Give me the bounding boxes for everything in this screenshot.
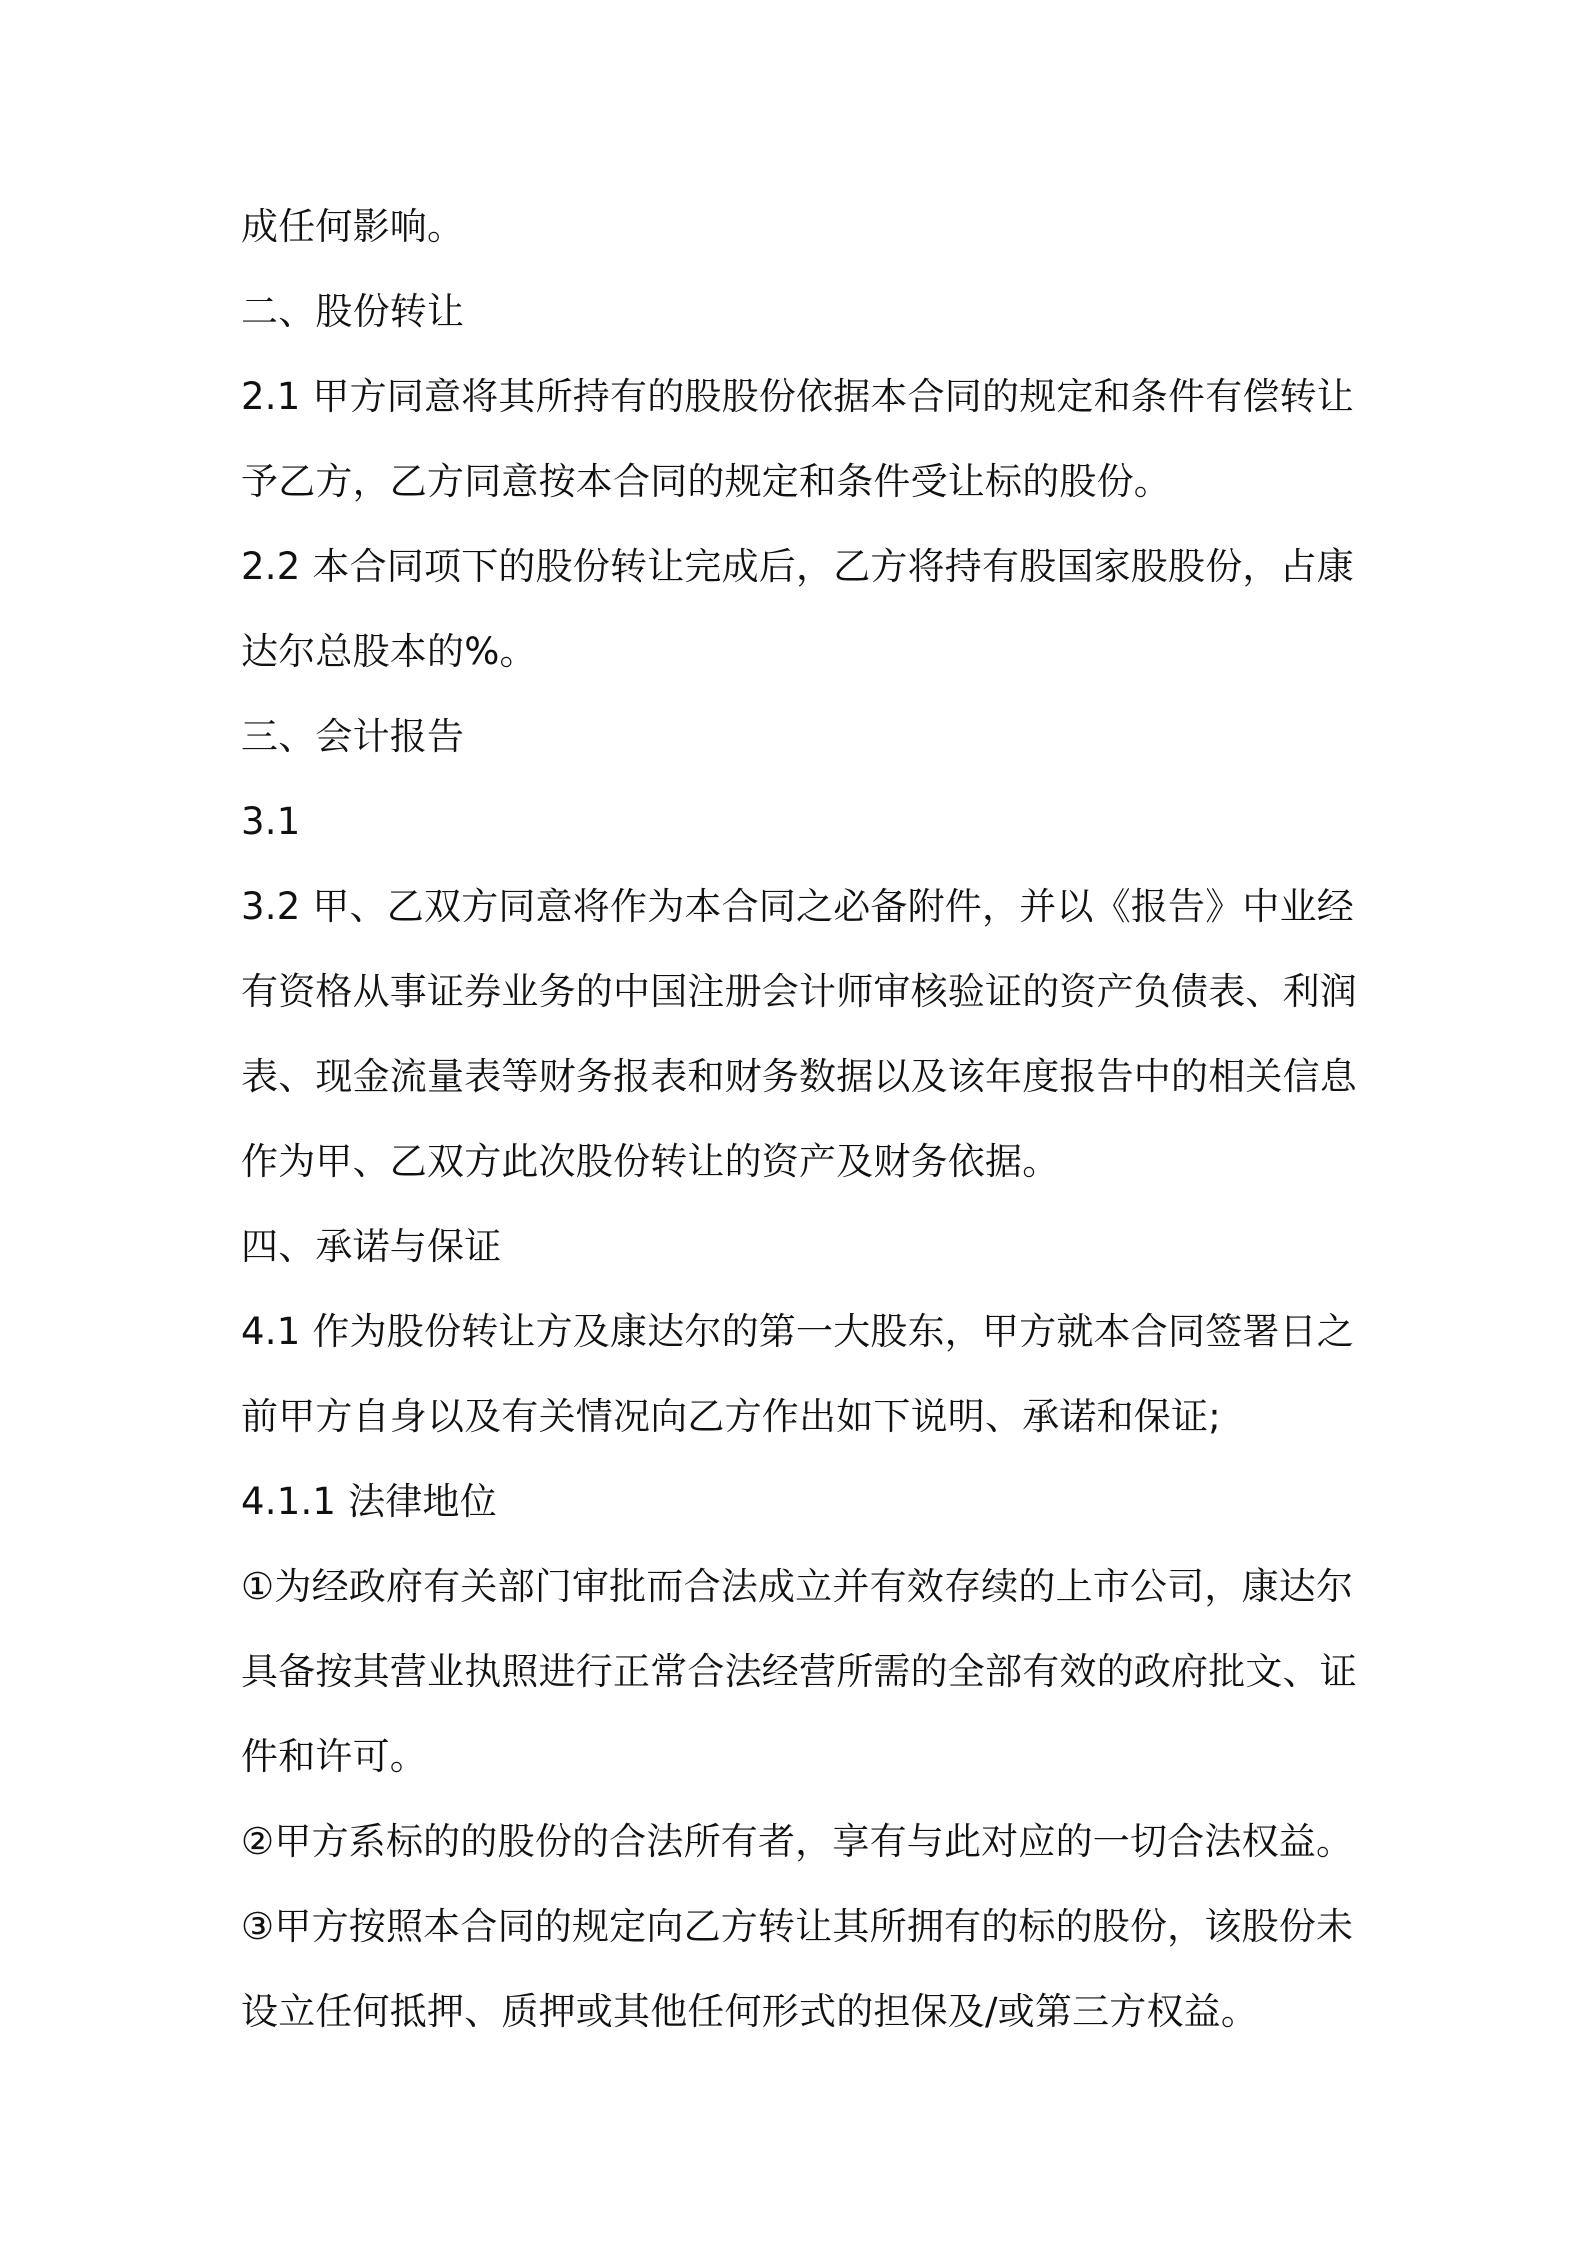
item-1-line-2: 具备按其营业执照进行正常合法经营所需的全部有效的政府批文、证 [241,1650,1357,1693]
item-3-line-1: ③甲方按照本合同的规定向乙方转让其所拥有的标的股份，该股份未 [241,1905,1354,1948]
clause-4-1-line-2: 前甲方自身以及有关情况向乙方作出如下说明、承诺和保证; [241,1395,1221,1438]
section-heading-3: 三、会计报告 [241,715,465,758]
item-2-line-1: ②甲方系标的的股份的合法所有者，享有与此对应的一切合法权益。 [241,1820,1354,1863]
clause-3-2-line-2: 有资格从事证券业务的中国注册会计师审核验证的资产负债表、利润 [241,970,1357,1013]
section-heading-2: 二、股份转让 [241,290,465,333]
item-1-line-3: 件和许可。 [241,1735,427,1778]
section-heading-4: 四、承诺与保证 [241,1225,502,1268]
item-3-line-2: 设立任何抵押、质押或其他任何形式的担保及/或第三方权益。 [241,1990,1259,2033]
clause-3-2-line-3: 表、现金流量表等财务报表和财务数据以及该年度报告中的相关信息 [241,1055,1357,1098]
text-line-continuation: 成任何影响。 [241,205,465,248]
clause-2-1-line-1: 2.1 甲方同意将其所持有的股股份依据本合同的规定和条件有偿转让 [241,375,1355,418]
clause-4-1-1-heading: 4.1.1 法律地位 [241,1480,497,1523]
clause-3-2-line-4: 作为甲、乙双方此次股份转让的资产及财务依据。 [241,1140,1060,1183]
clause-4-1-line-1: 4.1 作为股份转让方及康达尔的第一大股东，甲方就本合同签署日之 [241,1310,1355,1353]
clause-2-2-line-2: 达尔总股本的%。 [241,630,537,673]
clause-2-2-line-1: 2.2 本合同项下的股份转让完成后，乙方将持有股国家股股份，占康 [241,545,1355,588]
clause-2-1-line-2: 予乙方，乙方同意按本合同的规定和条件受让标的股份。 [241,460,1171,503]
clause-3-1: 3.1 [241,800,301,843]
clause-3-2-line-1: 3.2 甲、乙双方同意将作为本合同之必备附件，并以《报告》中业经 [241,885,1355,928]
item-1-line-1: ①为经政府有关部门审批而合法成立并有效存续的上市公司，康达尔 [241,1565,1354,1608]
